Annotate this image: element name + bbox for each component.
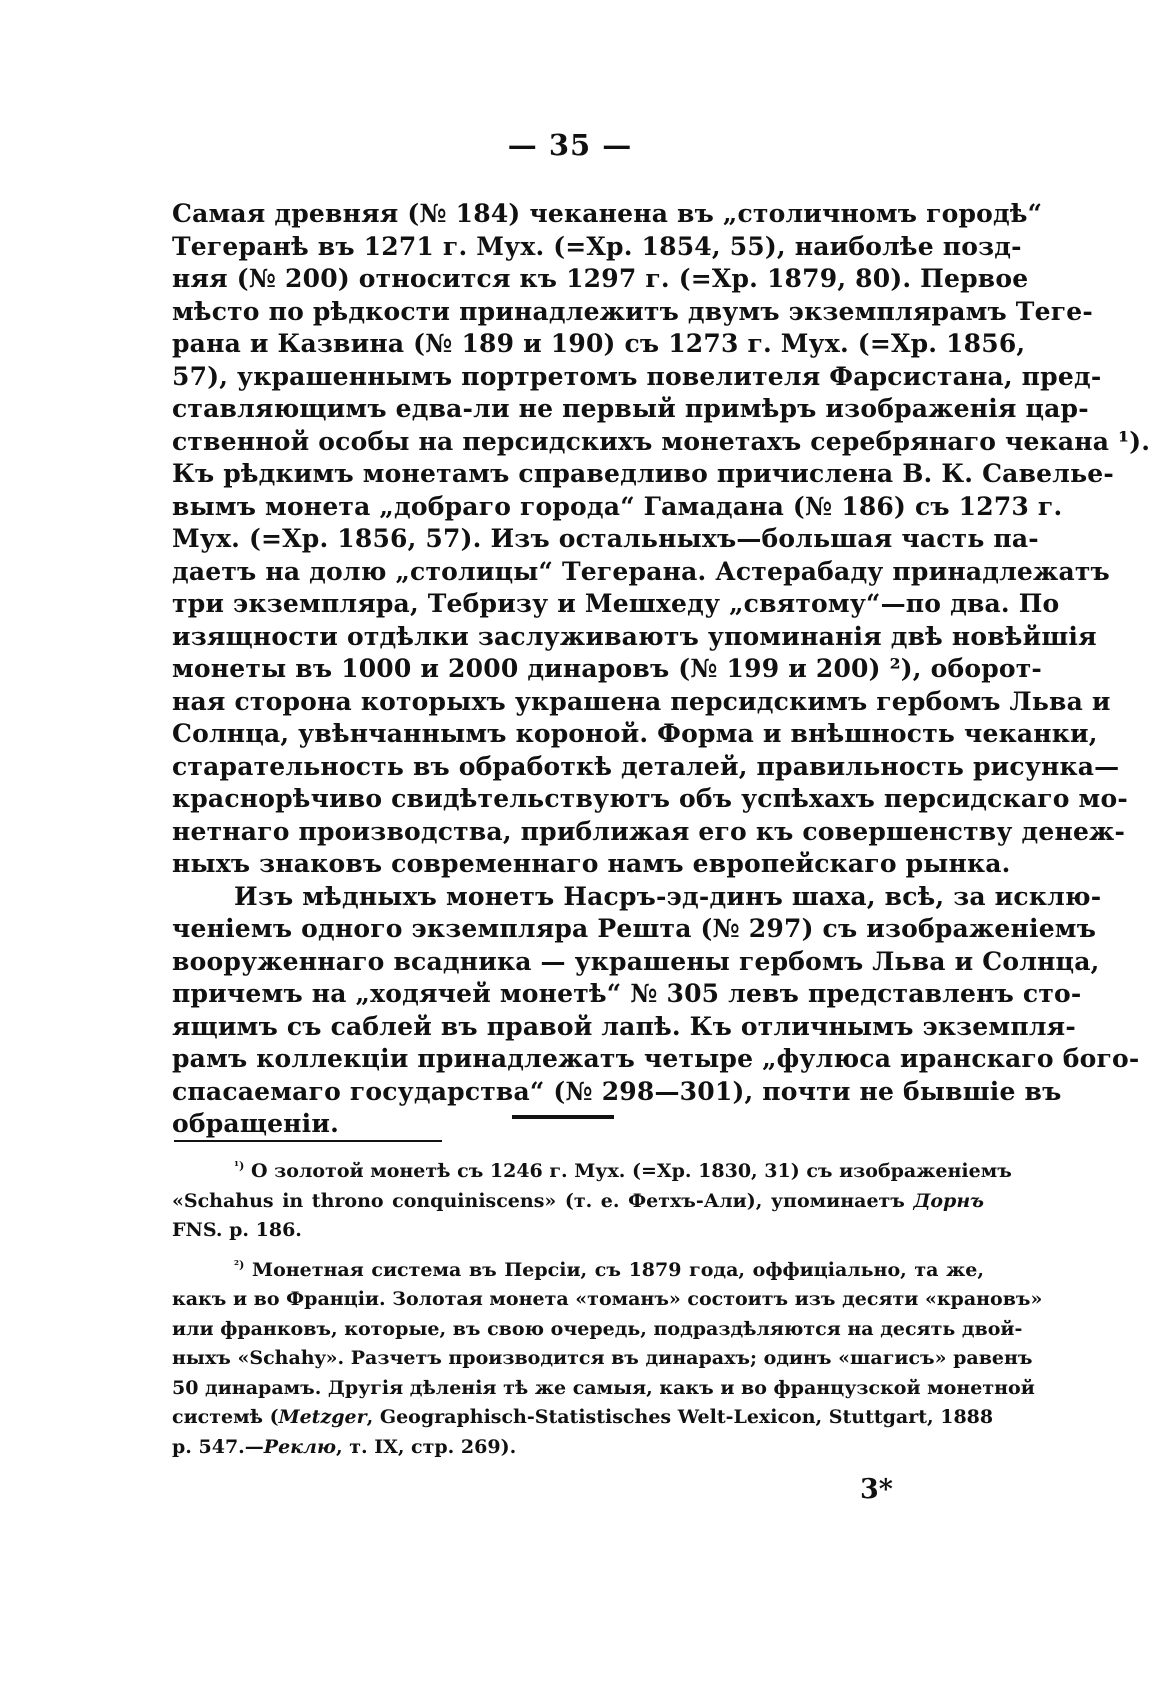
- text-line: ящимъ съ саблей въ правой лапѣ. Къ отличнымъ экземпля-: [172, 1011, 1076, 1041]
- text-line: рамъ коллекціи принадлежатъ четыре „фулюса иранскаго бого-: [172, 1044, 1140, 1073]
- text-line: монеты въ 1000 и 2000 динаровъ (№ 199 и 200) ²), оборот-: [172, 654, 1043, 683]
- text-line: 57), украшеннымъ портретомъ повелителя Фарсистана, пред-: [172, 361, 1102, 391]
- text-line: Мух. (=Хр. 1856, 57). Изъ остальныхъ—большая часть па-: [172, 524, 1039, 553]
- text-line: Солнца, увѣнчаннымъ короной. Форма и внѣшность чеканки,: [172, 719, 1098, 748]
- footnote-text: О золотой монетѣ съ 1246 г. Мух. (=Хр. 1830, 31) съ изображеніемъ: [251, 1160, 1012, 1182]
- footnote-text: p. 547.—: [172, 1435, 264, 1458]
- footnote-2-line: [172, 1256, 984, 1286]
- text-line: краснорѣчиво свидѣтельствуютъ объ успѣхахъ персидскаго мо-: [172, 784, 1128, 813]
- text-line: Самая древняя (№ 184) чеканена въ „столичномъ городѣ“: [172, 199, 1043, 228]
- text-line: спасаемаго государства“ (№ 298—301), почти не бывшіе въ: [172, 1076, 1062, 1106]
- footnote-text: Монетная система въ Персіи, съ 1879 года, оффиціально, та же,: [252, 1258, 984, 1281]
- footnote-text: «Schahus in throno conquiniscens» (т. е. Фетхъ-Али), упоминаетъ: [172, 1189, 905, 1212]
- text-line: три экземпляра, Тебризу и Мешхеду „святому“—по два. По: [172, 589, 1060, 618]
- text-line: обращеніи.: [172, 1109, 340, 1138]
- footnote-separator: [174, 1140, 442, 1142]
- text-line: ственной особы на персидскихъ монетахъ серебрянаго чекана ¹).: [172, 426, 1150, 456]
- text-line: мѣсто по рѣдкости принадлежитъ двумъ экземплярамъ Теге-: [172, 296, 1093, 326]
- footnote-2-line: [172, 1403, 994, 1433]
- footnote-mark: ²): [234, 1257, 245, 1272]
- text-line: ченіемъ одного экземпляра Решта (№ 297) съ изображеніемъ: [172, 914, 1097, 943]
- footnote-author: Metzger: [278, 1406, 367, 1428]
- footnote-text: системѣ (: [172, 1406, 279, 1428]
- text-line: вооруженнаго всадника — украшены гербомъ Льва и Солнца,: [172, 946, 1100, 976]
- text-line: Къ рѣдкимъ монетамъ справедливо причислена В. К. Савелье-: [172, 459, 1114, 488]
- text-line: старательность въ обработкѣ деталей, правильность рисунка—: [172, 751, 1120, 781]
- footnote-1-line: [172, 1157, 1012, 1187]
- main-text: [172, 198, 1150, 1141]
- text-line: Тегеранѣ въ 1271 г. Мух. (=Хр. 1854, 55), наиболѣе позд-: [172, 231, 1022, 261]
- footnote-2-line: [172, 1433, 984, 1463]
- footnote-text: , т. IX, стр. 269).: [335, 1435, 517, 1458]
- text-line: нетнаго производства, приближая его къ совершенству денеж-: [172, 816, 1126, 846]
- footnote-1-line: FNS. p. 186.: [172, 1219, 302, 1241]
- text-line: няя (№ 200) относится къ 1297 г. (=Хр. 1879, 80). Первое: [172, 264, 1029, 293]
- footnote-2-line: или франковъ, которые, въ свою очередь, подраздѣляются на десять двой-: [172, 1317, 1023, 1340]
- text-line: рана и Казвина (№ 189 и 190) съ 1273 г. Мух. (=Хр. 1856,: [172, 329, 1026, 358]
- footnotes: [172, 1157, 1043, 1462]
- page-number: — 35 —: [507, 128, 633, 162]
- footnote-1-line: [172, 1187, 984, 1217]
- text-line: ныхъ знаковъ современнаго намъ европейскаго рынка.: [172, 849, 1011, 878]
- footnote-mark: ¹): [234, 1158, 245, 1173]
- text-line: изящности отдѣлки заслуживаютъ упоминанія двѣ новѣйшія: [172, 621, 1097, 651]
- footnote-author: Реклю: [263, 1435, 336, 1458]
- footnote-2-line: какъ и во Франціи. Золотая монета «томанъ» состоитъ изъ десяти «крановъ»: [172, 1288, 1043, 1310]
- text-line: даетъ на долю „столицы“ Тегерана. Астерабаду принадлежатъ: [172, 556, 1110, 586]
- footnote-2-line: ныхъ «Schahy». Разчетъ производится въ динарахъ; одинъ «шагисъ» равенъ: [172, 1347, 1033, 1369]
- section-end-rule: [512, 1115, 614, 1119]
- text-line: вымъ монета „добраго города“ Гамадана (№ 186) съ 1273 г.: [172, 491, 1063, 521]
- text-line: ставляющимъ едва-ли не первый примѣръ изображенія цар-: [172, 394, 1089, 423]
- footnote-author: Дорнъ: [913, 1189, 984, 1212]
- text-line: Изъ мѣдныхъ монетъ Насръ-эд-динъ шаха, всѣ, за исклю-: [234, 881, 1102, 911]
- footnote-text: , Geographisch-Statistisches Welt-Lexicon, Stuttgart, 1888: [366, 1406, 994, 1428]
- signature-mark: 3*: [860, 1474, 893, 1505]
- text-line: ная сторона которыхъ украшена персидскимъ гербомъ Льва и: [172, 686, 1111, 716]
- text-line: причемъ на „ходячей монетѣ“ № 305 левъ представленъ сто-: [172, 979, 1082, 1008]
- footnote-2-line: 50 динарамъ. Другія дѣленія тѣ же самыя, какъ и во французской монетной: [172, 1376, 1035, 1399]
